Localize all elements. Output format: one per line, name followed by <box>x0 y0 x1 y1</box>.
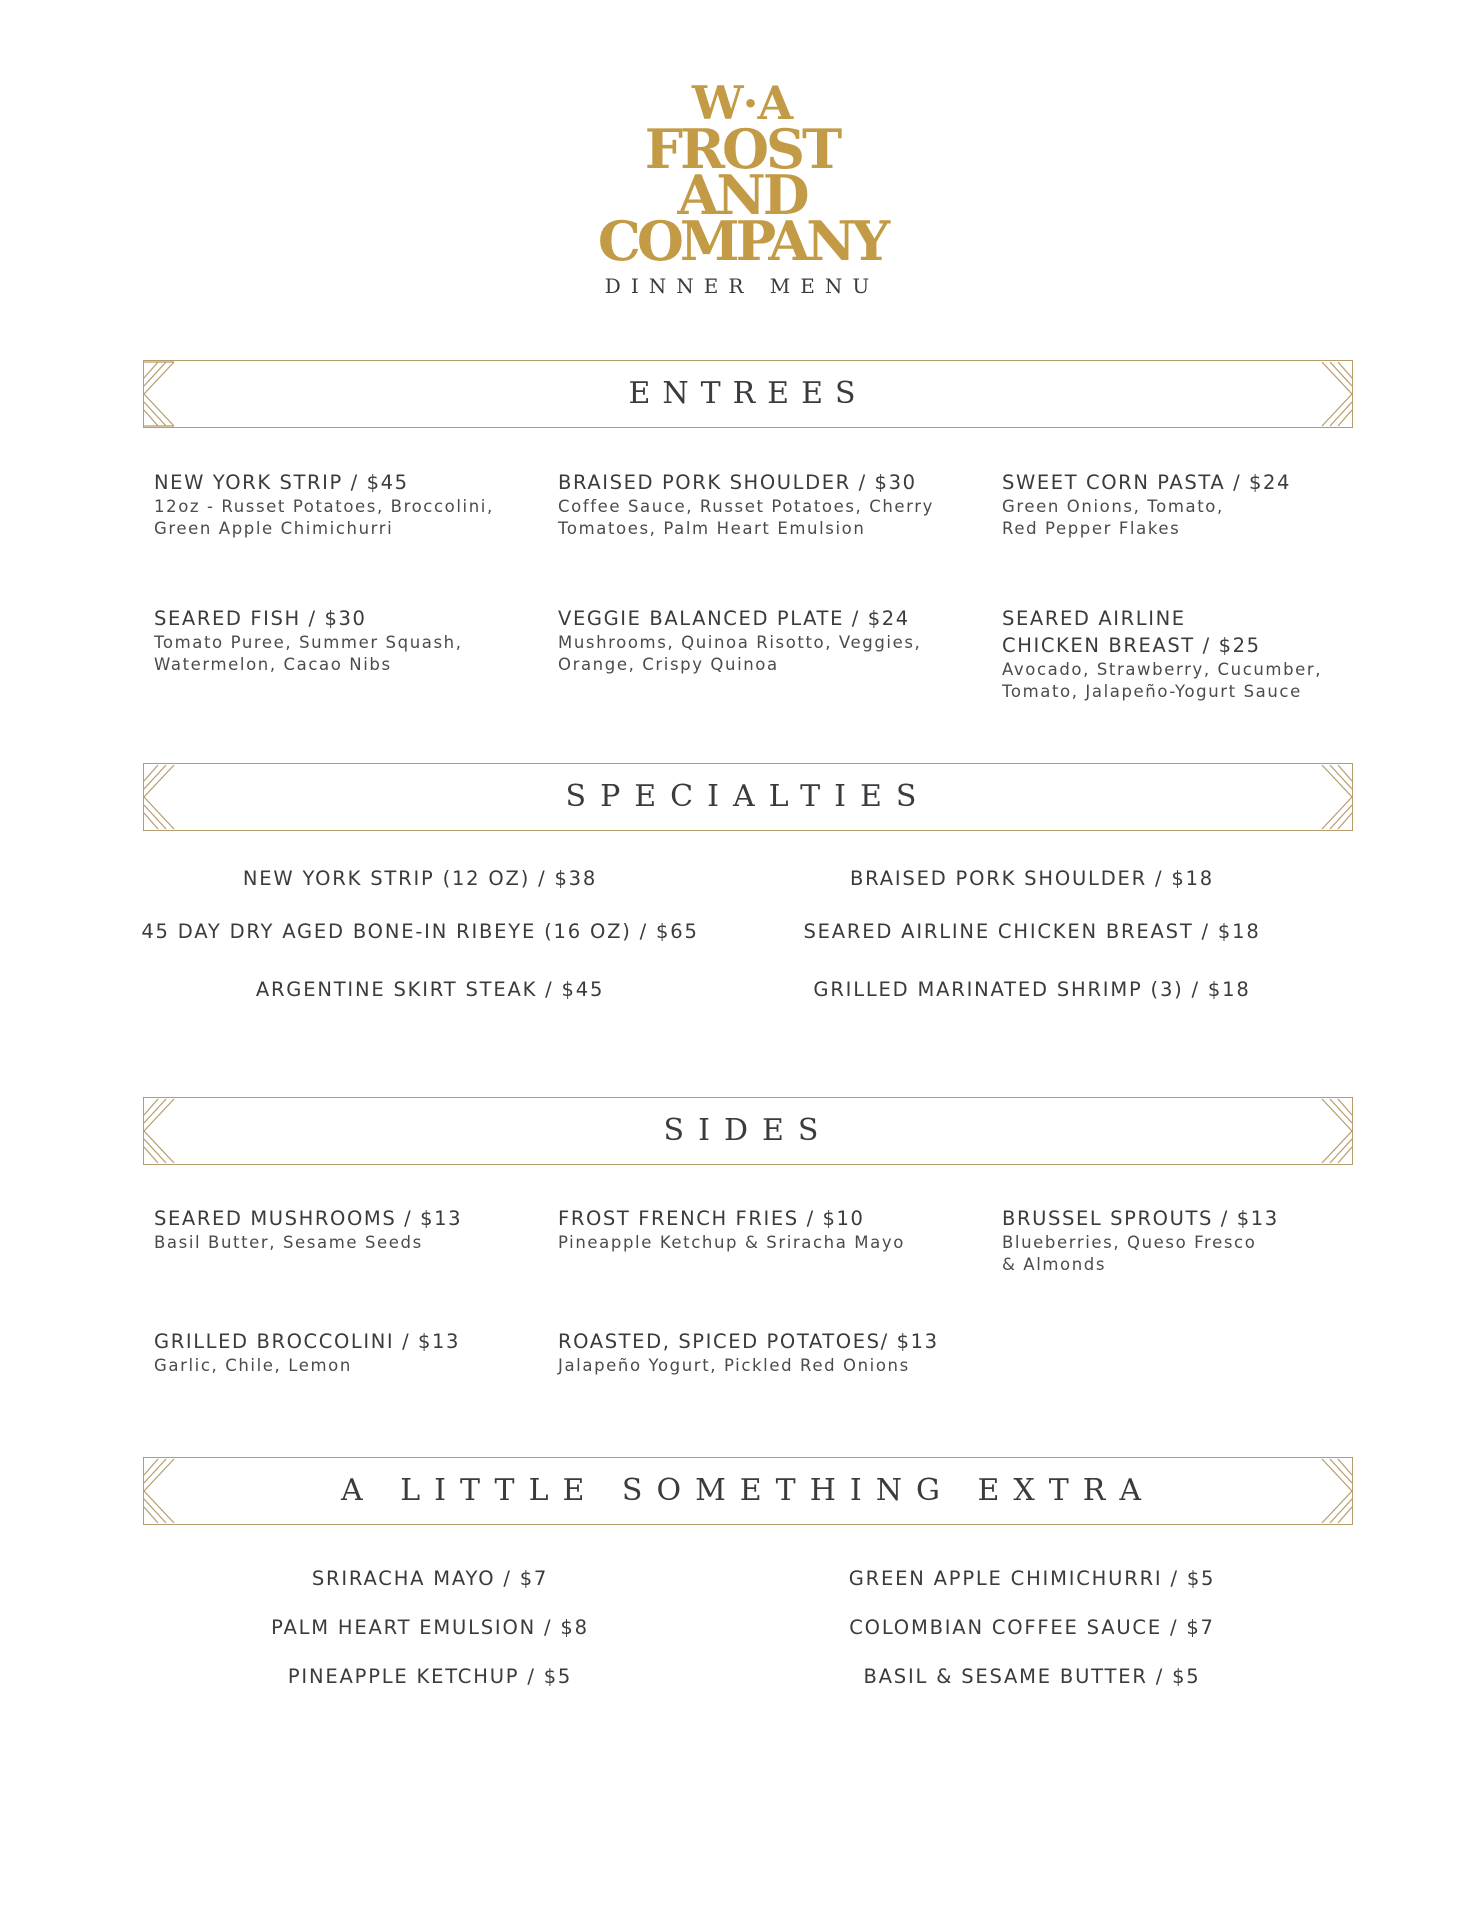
item-name: SWEET CORN PASTA / $24 <box>1002 471 1292 494</box>
specialty-item: GRILLED MARINATED SHRIMP (3) / $18 <box>813 978 1251 1001</box>
section-title-sides: SIDES <box>663 1113 833 1148</box>
item-description: Coffee Sauce, Russet Potatoes, Cherry <box>558 497 934 516</box>
item-name: GRILLED BROCCOLINI / $13 <box>154 1330 461 1353</box>
logo-line-1: W·A <box>691 76 793 130</box>
item-name: VEGGIE BALANCED PLATE / $24 <box>558 607 910 630</box>
logo-line-3: AND <box>677 163 807 227</box>
menu-item <box>154 469 494 540</box>
item-description: & Almonds <box>1002 1255 1107 1274</box>
specialty-item: SEARED AIRLINE CHICKEN BREAST / $18 <box>803 920 1261 943</box>
item-name: SEARED FISH / $30 <box>154 607 367 630</box>
item-description: Mushrooms, Quinoa Risotto, Veggies, <box>558 633 922 652</box>
item-description: Green Onions, Tomato, <box>1002 497 1224 516</box>
menu-item <box>154 1205 462 1254</box>
extra-item: COLOMBIAN COFFEE SAUCE / $7 <box>849 1616 1215 1639</box>
menu-item <box>1002 1205 1279 1276</box>
menu-item <box>154 1328 460 1377</box>
menu-item <box>1002 469 1291 540</box>
item-name: BRUSSEL SPROUTS / $13 <box>1002 1207 1279 1230</box>
section-header-entrees <box>143 360 1353 428</box>
logo-line-2: FROST <box>644 117 840 181</box>
menu-subtitle: DINNER MENU <box>604 274 880 298</box>
extra-item: SRIRACHA MAYO / $7 <box>311 1567 549 1590</box>
extra-item: PALM HEART EMULSION / $8 <box>271 1616 589 1639</box>
menu-item <box>154 605 463 676</box>
section-header-sides <box>143 1097 1353 1165</box>
item-name: SEARED MUSHROOMS / $13 <box>154 1207 463 1230</box>
item-description: Pineapple Ketchup & Sriracha Mayo <box>558 1233 905 1252</box>
item-description: Jalapeño Yogurt, Pickled Red Onions <box>558 1356 910 1375</box>
item-name: FROST FRENCH FRIES / $10 <box>558 1207 865 1230</box>
item-description: Tomatoes, Palm Heart Emulsion <box>558 519 866 538</box>
item-description: Watermelon, Cacao Nibs <box>154 655 392 674</box>
menu-item <box>558 469 934 540</box>
item-description: Basil Butter, Sesame Seeds <box>154 1233 423 1252</box>
item-description: Avocado, Strawberry, Cucumber, <box>1002 660 1323 679</box>
item-name: BRAISED PORK SHOULDER / $30 <box>558 471 917 494</box>
item-name: SEARED AIRLINE <box>1002 607 1186 630</box>
item-description: Tomato, Jalapeño-Yogurt Sauce <box>1002 682 1302 701</box>
section-title-entrees: ENTREES <box>628 376 868 411</box>
logo <box>592 76 892 273</box>
section-title-extra: A LITTLE SOMETHING EXTRA <box>341 1473 1155 1508</box>
item-name: NEW YORK STRIP / $45 <box>154 471 409 494</box>
menu-item <box>558 605 921 676</box>
menu-item <box>558 1328 939 1377</box>
item-description: Garlic, Chile, Lemon <box>154 1356 352 1375</box>
specialty-item: ARGENTINE SKIRT STEAK / $45 <box>255 978 605 1001</box>
menu-item <box>1002 605 1322 703</box>
specialty-item: BRAISED PORK SHOULDER / $18 <box>850 867 1214 890</box>
section-title-specialties: SPECIALTIES <box>565 779 931 814</box>
section-header-specialties <box>143 763 1353 831</box>
specialty-item: 45 DAY DRY AGED BONE-IN RIBEYE (16 OZ) / $65 <box>141 920 699 943</box>
extra-item: PINEAPPLE KETCHUP / $5 <box>287 1665 573 1688</box>
item-name: CHICKEN BREAST / $25 <box>1002 634 1261 657</box>
item-description: 12oz - Russet Potatoes, Broccolini, <box>154 497 494 516</box>
item-description: Tomato Puree, Summer Squash, <box>154 633 463 652</box>
section-header-extra <box>143 1457 1353 1525</box>
logo-line-4: COMPANY <box>597 209 887 273</box>
item-description: Blueberries, Queso Fresco <box>1002 1233 1257 1252</box>
specialty-item: NEW YORK STRIP (12 OZ) / $38 <box>242 867 598 890</box>
item-description: Orange, Crispy Quinoa <box>558 655 779 674</box>
menu-item <box>558 1205 905 1254</box>
extra-item: BASIL & SESAME BUTTER / $5 <box>863 1665 1201 1688</box>
item-name: ROASTED, SPICED POTATOES/ $13 <box>558 1330 939 1353</box>
extra-item: GREEN APPLE CHIMICHURRI / $5 <box>848 1567 1216 1590</box>
item-description: Green Apple Chimichurri <box>154 519 394 538</box>
item-description: Red Pepper Flakes <box>1002 519 1181 538</box>
